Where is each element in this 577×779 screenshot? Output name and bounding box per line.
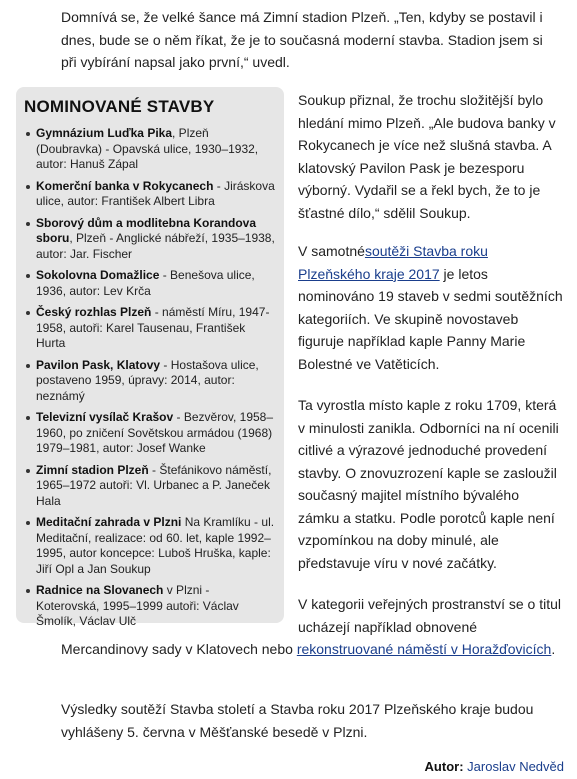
right-paragraph-2: V samotnésoutěži Stavba roku Plzeňského kraje 2017 je letos nominováno 19 staveb v sedmi soutěžních kategoriích. Ve skupině novostaveb figuruje například kaple Panny Marie Bolestné ve Vatěticích. [298,243,563,372]
list-item: Sokolovna Domažlice - Benešova ulice, 1936, autor: Lev Krča [36,268,276,299]
author-line [425,757,564,777]
paragraph-4-continuation: Mercandinovy sady v Klatovech nebo rekonstruované náměstí v Horažďovicích. [61,641,556,657]
list-item: Televizní vysílač Krašov - Bezvěrov, 1958–1960, po zničení Sovětskou armádou (1968) 1979–1981, autor: Josef Wanke [36,410,276,457]
author-label: Autor: [424,759,464,774]
nominated-buildings-box [16,87,284,628]
nominee-list [24,126,276,630]
list-item: Pavilon Pask, Klatovy - Hostašova ulice, postaveno 1959, úpravy: 2014, autor: neznámý [36,358,276,405]
results-paragraph: Výsledky soutěží Stavba století a Stavba roku 2017 Plzeňského kraje budou vyhlášeny 5. června v Měšťanské besedě v Plzni. [61,701,534,740]
list-item: Zimní stadion Plzeň - Štefánikovo náměstí, 1965–1972 autoři: Vl. Urbanec a P. Janeček Hala [36,463,276,510]
intro-paragraph: Domnívá se, že velké šance má Zimní stadion Plzeň. „Ten, kdyby se postavil i dnes, bude se o něm říkat, že je to současná moderní stavba. Stadion jsem si při vybírání napsal jako první,“ uvedl. [61,9,543,70]
right-paragraph-3: Ta vyrostla místo kaple z roku 1709, která v minulosti zanikla. Odborníci na ní ocenili citlivé a výrazové jednoduché provedení stavby. O znovuzrození kaple se zasloužil současný majitel místního bývalého zámku a statku. Podle porotců kaple není vzpomínkou na doby minulé, ale představuje víru v nové začátky. [298,397,559,571]
competition-link[interactable]: soutěži Stavba roku Plzeňského kraje 2017 [298,243,488,282]
author-name-link[interactable]: Jaroslav Nedvěd [467,759,564,774]
right-paragraph-1: Soukup přiznal, že trochu složitější bylo hledání mimo Plzeň. „Ale budova banky v Rokycanech je více než slušná stavba. A klatovský Pavilon Pask je bezesporu výborný. Vydařil se a řekl bych, že to je šťastné dílo,“ sdělil Soukup. [298,92,556,221]
sidebar-title: NOMINOVANÉ STAVBY [24,97,215,116]
list-item: Komerční banka v Rokycanech - Jiráskova ulice, autor: František Albert Libra [36,178,275,208]
list-item: Gymnázium Luďka Pika, Plzeň (Doubravka) - Opavská ulice, 1930–1932, autor: Hanuš Zápal [36,126,276,173]
right-paragraph-4-start: V kategorii veřejných prostranství se o titul ucházejí například obnovené [298,596,562,635]
list-item: Sborový dům a modlitebna Korandova sboru, Plzeň - Anglické nábřeží, 1935–1938, autor: Jar. Fischer [36,215,275,261]
square-reconstruction-link[interactable]: rekonstruované náměstí v Horažďovicích [296,641,552,657]
list-item: Radnice na Slovanech v Plzni - Koterovská, 1995–1999 autoři: Václav Šmolík, Václav Ulč [36,583,276,630]
list-item: Český rozhlas Plzeň - náměstí Míru, 1947-1958, autoři: Karel Tausenau, František Hurta [36,305,276,352]
list-item: Meditační zahrada v Plzni Na Kramlíku - ul. Meditační, realizace: od 60. let, kaple 1992– 1995, autor koncepce: Luboš Hruška, kaple: Jiří Opl a Jan Soukup [36,515,275,576]
